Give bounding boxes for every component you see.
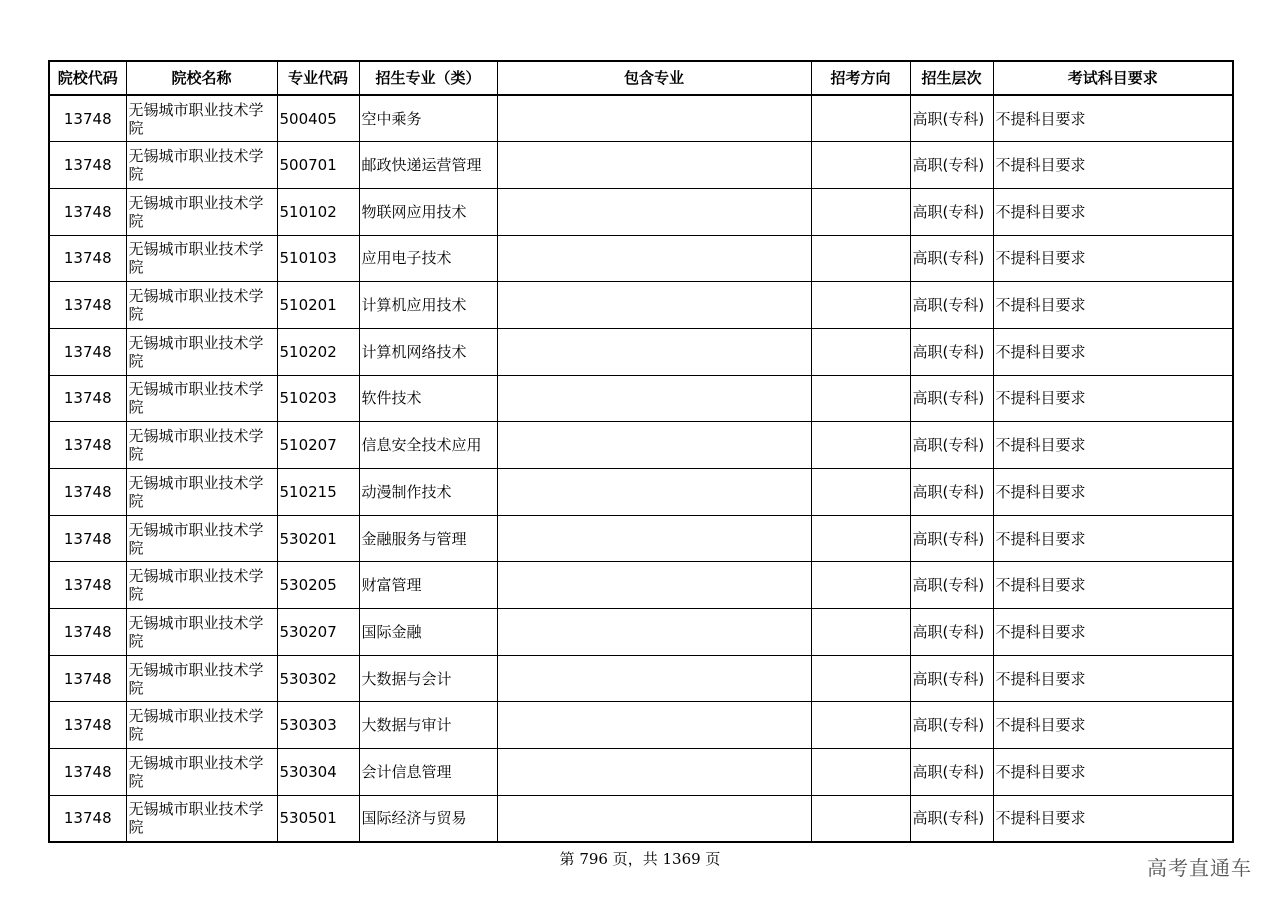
cell-major-code: 510203 — [277, 375, 359, 422]
cell-school-code: 13748 — [49, 515, 126, 562]
cell-school-code: 13748 — [49, 282, 126, 329]
page-number: 第 796 页，共 1369 页 — [559, 850, 721, 868]
header-major: 招生专业（类） — [359, 61, 497, 95]
admissions-table — [48, 60, 1234, 843]
cell-includes — [497, 562, 811, 609]
table-row — [49, 469, 1233, 516]
cell-major-code: 530201 — [277, 515, 359, 562]
cell-level: 高职(专科) — [910, 95, 993, 142]
cell-level: 高职(专科) — [910, 515, 993, 562]
cell-school-name: 无锡城市职业技术学院 — [126, 515, 277, 562]
cell-includes — [497, 655, 811, 702]
cell-major-code: 510202 — [277, 328, 359, 375]
cell-includes — [497, 188, 811, 235]
cell-includes — [497, 328, 811, 375]
table-row — [49, 422, 1233, 469]
header-direction: 招考方向 — [811, 61, 910, 95]
cell-school-code: 13748 — [49, 702, 126, 749]
cell-school-code: 13748 — [49, 142, 126, 189]
cell-level: 高职(专科) — [910, 142, 993, 189]
cell-school-code: 13748 — [49, 95, 126, 142]
cell-major-code: 530302 — [277, 655, 359, 702]
cell-level: 高职(专科) — [910, 749, 993, 796]
cell-major: 会计信息管理 — [359, 749, 497, 796]
cell-direction — [811, 95, 910, 142]
table-row — [49, 375, 1233, 422]
cell-school-name: 无锡城市职业技术学院 — [126, 95, 277, 142]
cell-school-name: 无锡城市职业技术学院 — [126, 702, 277, 749]
cell-direction — [811, 609, 910, 656]
cell-school-code: 13748 — [49, 422, 126, 469]
cell-major-code: 510201 — [277, 282, 359, 329]
cell-school-name: 无锡城市职业技术学院 — [126, 422, 277, 469]
table-row — [49, 749, 1233, 796]
header-requirement: 考试科目要求 — [993, 61, 1233, 95]
cell-requirement: 不提科目要求 — [993, 655, 1233, 702]
cell-school-code: 13748 — [49, 375, 126, 422]
cell-school-name: 无锡城市职业技术学院 — [126, 609, 277, 656]
cell-major: 动漫制作技术 — [359, 469, 497, 516]
cell-requirement: 不提科目要求 — [993, 188, 1233, 235]
cell-direction — [811, 142, 910, 189]
table-row — [49, 282, 1233, 329]
cell-school-name: 无锡城市职业技术学院 — [126, 469, 277, 516]
cell-school-name: 无锡城市职业技术学院 — [126, 749, 277, 796]
header-row — [49, 61, 1233, 95]
cell-school-code: 13748 — [49, 469, 126, 516]
table-row — [49, 609, 1233, 656]
cell-level: 高职(专科) — [910, 609, 993, 656]
cell-includes — [497, 282, 811, 329]
cell-major: 国际经济与贸易 — [359, 795, 497, 842]
cell-major: 国际金融 — [359, 609, 497, 656]
cell-level: 高职(专科) — [910, 282, 993, 329]
cell-major-code: 510207 — [277, 422, 359, 469]
cell-includes — [497, 95, 811, 142]
cell-includes — [497, 469, 811, 516]
table-row — [49, 235, 1233, 282]
cell-requirement: 不提科目要求 — [993, 422, 1233, 469]
cell-major: 计算机应用技术 — [359, 282, 497, 329]
cell-major: 物联网应用技术 — [359, 188, 497, 235]
cell-school-code: 13748 — [49, 562, 126, 609]
cell-school-name: 无锡城市职业技术学院 — [126, 142, 277, 189]
cell-direction — [811, 328, 910, 375]
cell-requirement: 不提科目要求 — [993, 328, 1233, 375]
cell-level: 高职(专科) — [910, 188, 993, 235]
cell-major-code: 510103 — [277, 235, 359, 282]
cell-school-name: 无锡城市职业技术学院 — [126, 655, 277, 702]
cell-level: 高职(专科) — [910, 655, 993, 702]
cell-level: 高职(专科) — [910, 422, 993, 469]
cell-major-code: 510102 — [277, 188, 359, 235]
cell-major: 大数据与审计 — [359, 702, 497, 749]
cell-school-code: 13748 — [49, 609, 126, 656]
cell-school-name: 无锡城市职业技术学院 — [126, 795, 277, 842]
table-row — [49, 562, 1233, 609]
cell-direction — [811, 375, 910, 422]
cell-school-name: 无锡城市职业技术学院 — [126, 188, 277, 235]
cell-major: 空中乘务 — [359, 95, 497, 142]
cell-level: 高职(专科) — [910, 562, 993, 609]
cell-direction — [811, 188, 910, 235]
cell-direction — [811, 469, 910, 516]
cell-requirement: 不提科目要求 — [993, 142, 1233, 189]
cell-requirement: 不提科目要求 — [993, 282, 1233, 329]
cell-school-name: 无锡城市职业技术学院 — [126, 328, 277, 375]
table-row — [49, 142, 1233, 189]
cell-direction — [811, 749, 910, 796]
cell-level: 高职(专科) — [910, 702, 993, 749]
cell-level: 高职(专科) — [910, 795, 993, 842]
cell-school-code: 13748 — [49, 655, 126, 702]
cell-direction — [811, 562, 910, 609]
cell-school-code: 13748 — [49, 235, 126, 282]
cell-requirement: 不提科目要求 — [993, 609, 1233, 656]
cell-includes — [497, 235, 811, 282]
cell-requirement: 不提科目要求 — [993, 375, 1233, 422]
table-row — [49, 795, 1233, 842]
cell-includes — [497, 609, 811, 656]
cell-level: 高职(专科) — [910, 235, 993, 282]
cell-direction — [811, 422, 910, 469]
cell-school-code: 13748 — [49, 749, 126, 796]
header-school-code: 院校代码 — [49, 61, 126, 95]
cell-major-code: 530304 — [277, 749, 359, 796]
cell-requirement: 不提科目要求 — [993, 702, 1233, 749]
cell-school-name: 无锡城市职业技术学院 — [126, 562, 277, 609]
cell-includes — [497, 142, 811, 189]
cell-school-name: 无锡城市职业技术学院 — [126, 235, 277, 282]
header-school-name: 院校名称 — [126, 61, 277, 95]
table-row — [49, 188, 1233, 235]
cell-major-code: 510215 — [277, 469, 359, 516]
cell-requirement: 不提科目要求 — [993, 562, 1233, 609]
table-row — [49, 515, 1233, 562]
cell-major-code: 530303 — [277, 702, 359, 749]
cell-major-code: 530501 — [277, 795, 359, 842]
cell-level: 高职(专科) — [910, 375, 993, 422]
table-row — [49, 702, 1233, 749]
cell-school-code: 13748 — [49, 795, 126, 842]
table-row — [49, 328, 1233, 375]
table-body — [49, 95, 1233, 842]
cell-includes — [497, 795, 811, 842]
watermark: 高考直通车 — [1147, 856, 1252, 880]
cell-requirement: 不提科目要求 — [993, 469, 1233, 516]
cell-school-name: 无锡城市职业技术学院 — [126, 375, 277, 422]
cell-direction — [811, 282, 910, 329]
cell-direction — [811, 515, 910, 562]
cell-requirement: 不提科目要求 — [993, 95, 1233, 142]
cell-includes — [497, 702, 811, 749]
cell-requirement: 不提科目要求 — [993, 749, 1233, 796]
cell-requirement: 不提科目要求 — [993, 235, 1233, 282]
cell-major: 财富管理 — [359, 562, 497, 609]
cell-major: 应用电子技术 — [359, 235, 497, 282]
cell-level: 高职(专科) — [910, 328, 993, 375]
cell-major: 计算机网络技术 — [359, 328, 497, 375]
cell-school-name: 无锡城市职业技术学院 — [126, 282, 277, 329]
header-level: 招生层次 — [910, 61, 993, 95]
cell-direction — [811, 702, 910, 749]
cell-major: 邮政快递运营管理 — [359, 142, 497, 189]
cell-major-code: 530205 — [277, 562, 359, 609]
cell-major-code: 500405 — [277, 95, 359, 142]
cell-includes — [497, 515, 811, 562]
cell-school-code: 13748 — [49, 328, 126, 375]
cell-direction — [811, 795, 910, 842]
header-includes: 包含专业 — [497, 61, 811, 95]
cell-includes — [497, 422, 811, 469]
cell-major-code: 500701 — [277, 142, 359, 189]
cell-major: 金融服务与管理 — [359, 515, 497, 562]
cell-major: 大数据与会计 — [359, 655, 497, 702]
cell-level: 高职(专科) — [910, 469, 993, 516]
cell-major-code: 530207 — [277, 609, 359, 656]
cell-major: 软件技术 — [359, 375, 497, 422]
cell-direction — [811, 655, 910, 702]
cell-major: 信息安全技术应用 — [359, 422, 497, 469]
cell-requirement: 不提科目要求 — [993, 515, 1233, 562]
cell-requirement: 不提科目要求 — [993, 795, 1233, 842]
cell-direction — [811, 235, 910, 282]
cell-school-code: 13748 — [49, 188, 126, 235]
cell-includes — [497, 375, 811, 422]
header-major-code: 专业代码 — [277, 61, 359, 95]
table-row — [49, 95, 1233, 142]
table-row — [49, 655, 1233, 702]
cell-includes — [497, 749, 811, 796]
